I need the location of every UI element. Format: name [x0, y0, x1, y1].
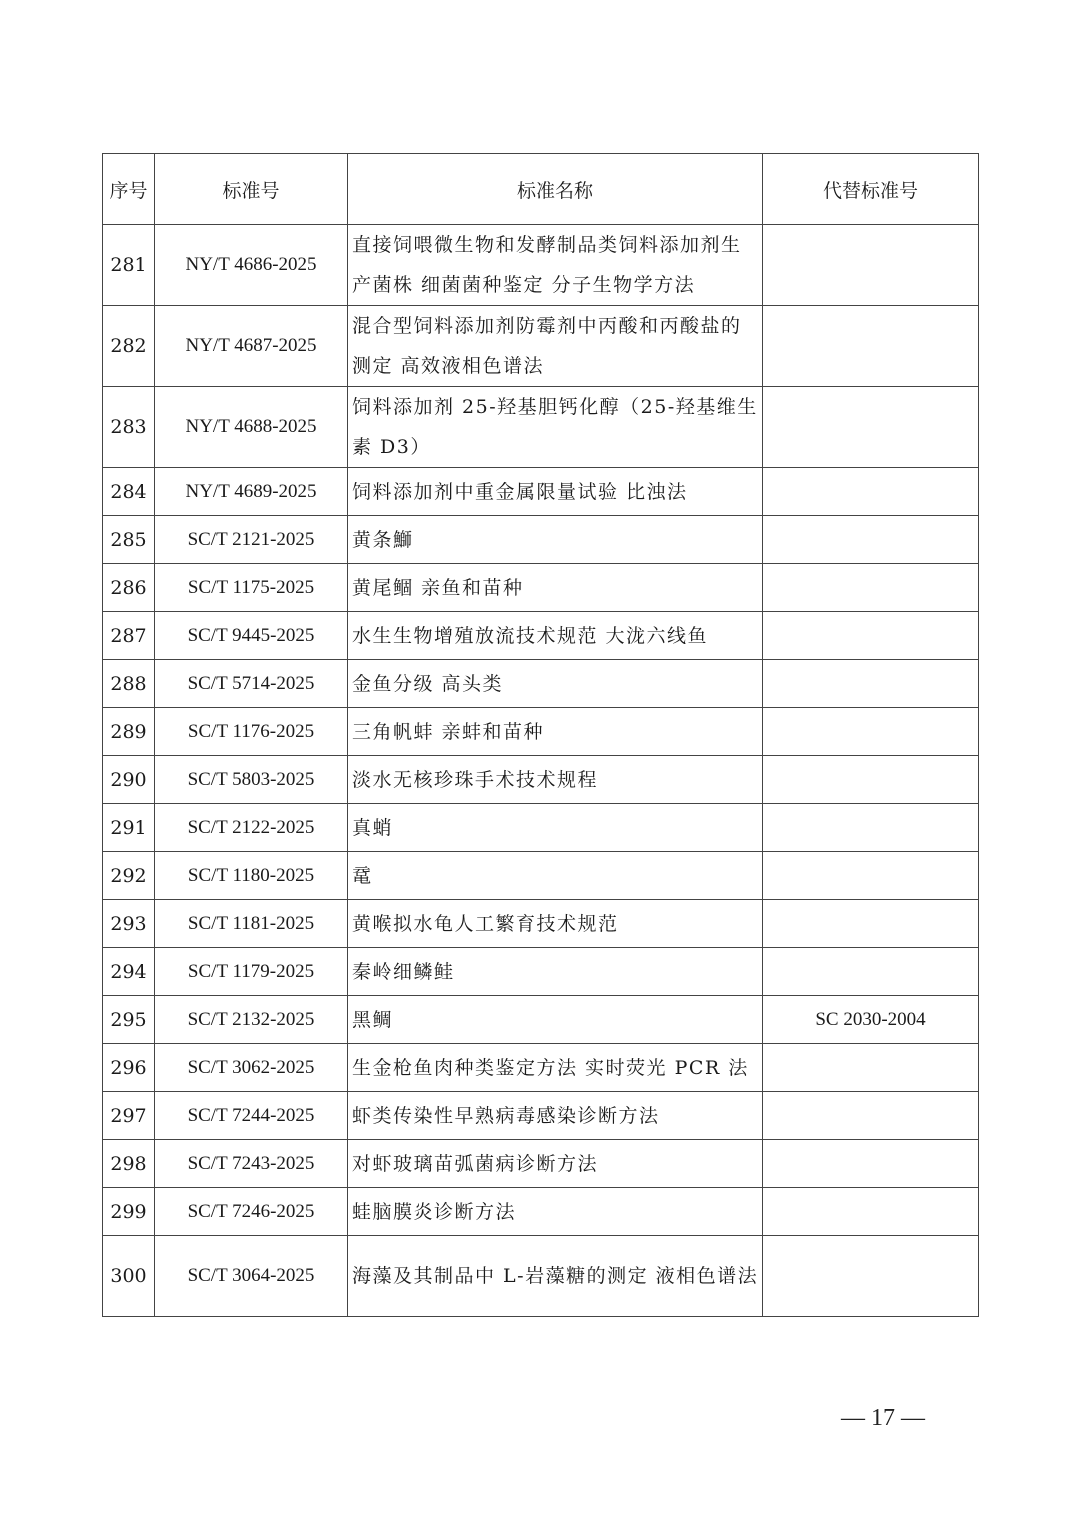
row-replaced-standard — [763, 564, 979, 612]
row-standard-code: SC/T 2122-2025 — [155, 804, 348, 852]
row-standard-name: 真蛸 — [348, 804, 763, 852]
row-standard-name: 对虾玻璃苗弧菌病诊断方法 — [348, 1140, 763, 1188]
row-serial-number: 293 — [103, 900, 155, 948]
row-replaced-standard — [763, 387, 979, 468]
row-serial-number: 286 — [103, 564, 155, 612]
row-serial-number: 287 — [103, 612, 155, 660]
row-standard-code: SC/T 2121-2025 — [155, 516, 348, 564]
table-row — [103, 468, 979, 516]
row-standard-name: 水生生物增殖放流技术规范 大泷六线鱼 — [348, 612, 763, 660]
row-serial-number: 283 — [103, 387, 155, 468]
row-standard-code: SC/T 5803-2025 — [155, 756, 348, 804]
row-standard-code: SC/T 9445-2025 — [155, 612, 348, 660]
row-serial-number: 292 — [103, 852, 155, 900]
row-standard-code: SC/T 1175-2025 — [155, 564, 348, 612]
row-standard-name: 虾类传染性早熟病毒感染诊断方法 — [348, 1092, 763, 1140]
row-standard-name: 直接饲喂微生物和发酵制品类饲料添加剂生产菌株 细菌菌种鉴定 分子生物学方法 — [348, 225, 763, 306]
row-serial-number: 299 — [103, 1188, 155, 1236]
header-standard-code: 标准号 — [155, 154, 348, 225]
row-replaced-standard — [763, 900, 979, 948]
row-standard-code: SC/T 1181-2025 — [155, 900, 348, 948]
row-standard-name: 鼋 — [348, 852, 763, 900]
table-row — [103, 564, 979, 612]
row-serial-number: 285 — [103, 516, 155, 564]
table-row — [103, 516, 979, 564]
row-standard-name: 三角帆蚌 亲蚌和苗种 — [348, 708, 763, 756]
row-serial-number: 297 — [103, 1092, 155, 1140]
row-replaced-standard — [763, 225, 979, 306]
row-standard-code: SC/T 7244-2025 — [155, 1092, 348, 1140]
row-replaced-standard — [763, 612, 979, 660]
standards-table — [102, 153, 979, 1317]
table-row — [103, 948, 979, 996]
row-serial-number: 296 — [103, 1044, 155, 1092]
row-standard-code: SC/T 3064-2025 — [155, 1236, 348, 1317]
row-serial-number: 298 — [103, 1140, 155, 1188]
table-row — [103, 1188, 979, 1236]
row-standard-code: SC/T 5714-2025 — [155, 660, 348, 708]
row-standard-name: 海藻及其制品中 L-岩藻糖的测定 液相色谱法 — [348, 1236, 763, 1317]
row-serial-number: 300 — [103, 1236, 155, 1317]
row-standard-code: SC/T 7243-2025 — [155, 1140, 348, 1188]
row-standard-name: 秦岭细鳞鲑 — [348, 948, 763, 996]
row-standard-name: 饲料添加剂中重金属限量试验 比浊法 — [348, 468, 763, 516]
table-row — [103, 387, 979, 468]
row-replaced-standard — [763, 1236, 979, 1317]
table-row — [103, 852, 979, 900]
row-replaced-standard — [763, 468, 979, 516]
row-serial-number: 295 — [103, 996, 155, 1044]
row-serial-number: 281 — [103, 225, 155, 306]
row-standard-name: 黄条鰤 — [348, 516, 763, 564]
row-replaced-standard — [763, 516, 979, 564]
table-row — [103, 1236, 979, 1317]
table-row — [103, 1044, 979, 1092]
row-serial-number: 294 — [103, 948, 155, 996]
header-standard-name: 标准名称 — [348, 154, 763, 225]
header-replaced-standard: 代替标准号 — [763, 154, 979, 225]
row-replaced-standard — [763, 948, 979, 996]
row-standard-code: NY/T 4686-2025 — [155, 225, 348, 306]
row-standard-code: SC/T 7246-2025 — [155, 1188, 348, 1236]
row-standard-code: SC/T 3062-2025 — [155, 1044, 348, 1092]
row-serial-number: 282 — [103, 306, 155, 387]
header-serial-number: 序号 — [103, 154, 155, 225]
row-serial-number: 291 — [103, 804, 155, 852]
table-body — [103, 225, 979, 1317]
row-standard-name: 黄尾鲴 亲鱼和苗种 — [348, 564, 763, 612]
row-replaced-standard — [763, 1092, 979, 1140]
table-row — [103, 1092, 979, 1140]
row-replaced-standard — [763, 756, 979, 804]
table-row — [103, 756, 979, 804]
row-standard-code: SC/T 1180-2025 — [155, 852, 348, 900]
row-replaced-standard — [763, 306, 979, 387]
row-standard-name: 黄喉拟水龟人工繁育技术规范 — [348, 900, 763, 948]
row-serial-number: 284 — [103, 468, 155, 516]
row-standard-name: 蛙脑膜炎诊断方法 — [348, 1188, 763, 1236]
row-standard-name: 混合型饲料添加剂防霉剂中丙酸和丙酸盐的测定 高效液相色谱法 — [348, 306, 763, 387]
row-replaced-standard — [763, 852, 979, 900]
row-standard-name: 金鱼分级 高头类 — [348, 660, 763, 708]
row-standard-name: 生金枪鱼肉种类鉴定方法 实时荧光 PCR 法 — [348, 1044, 763, 1092]
table-row — [103, 660, 979, 708]
row-replaced-standard — [763, 660, 979, 708]
table-row — [103, 708, 979, 756]
row-standard-code: NY/T 4688-2025 — [155, 387, 348, 468]
row-replaced-standard — [763, 1188, 979, 1236]
row-standard-code: SC/T 1179-2025 — [155, 948, 348, 996]
table-row — [103, 225, 979, 306]
row-replaced-standard — [763, 1044, 979, 1092]
row-serial-number: 290 — [103, 756, 155, 804]
table-row — [103, 306, 979, 387]
row-replaced-standard — [763, 708, 979, 756]
row-standard-name: 黑鲷 — [348, 996, 763, 1044]
row-standard-code: NY/T 4687-2025 — [155, 306, 348, 387]
row-standard-name: 饲料添加剂 25-羟基胆钙化醇（25-羟基维生素 D3） — [348, 387, 763, 468]
row-standard-name: 淡水无核珍珠手术技术规程 — [348, 756, 763, 804]
row-serial-number: 289 — [103, 708, 155, 756]
row-serial-number: 288 — [103, 660, 155, 708]
table-header-row — [103, 154, 979, 225]
row-replaced-standard — [763, 804, 979, 852]
table-row — [103, 996, 979, 1044]
table-row — [103, 1140, 979, 1188]
row-standard-code: SC/T 1176-2025 — [155, 708, 348, 756]
row-replaced-standard — [763, 1140, 979, 1188]
row-standard-code: SC/T 2132-2025 — [155, 996, 348, 1044]
page-number: — 17 — — [841, 1405, 925, 1431]
table-row — [103, 900, 979, 948]
table-row — [103, 612, 979, 660]
row-standard-code: NY/T 4689-2025 — [155, 468, 348, 516]
table-row — [103, 804, 979, 852]
row-replaced-standard: SC 2030-2004 — [763, 996, 979, 1044]
